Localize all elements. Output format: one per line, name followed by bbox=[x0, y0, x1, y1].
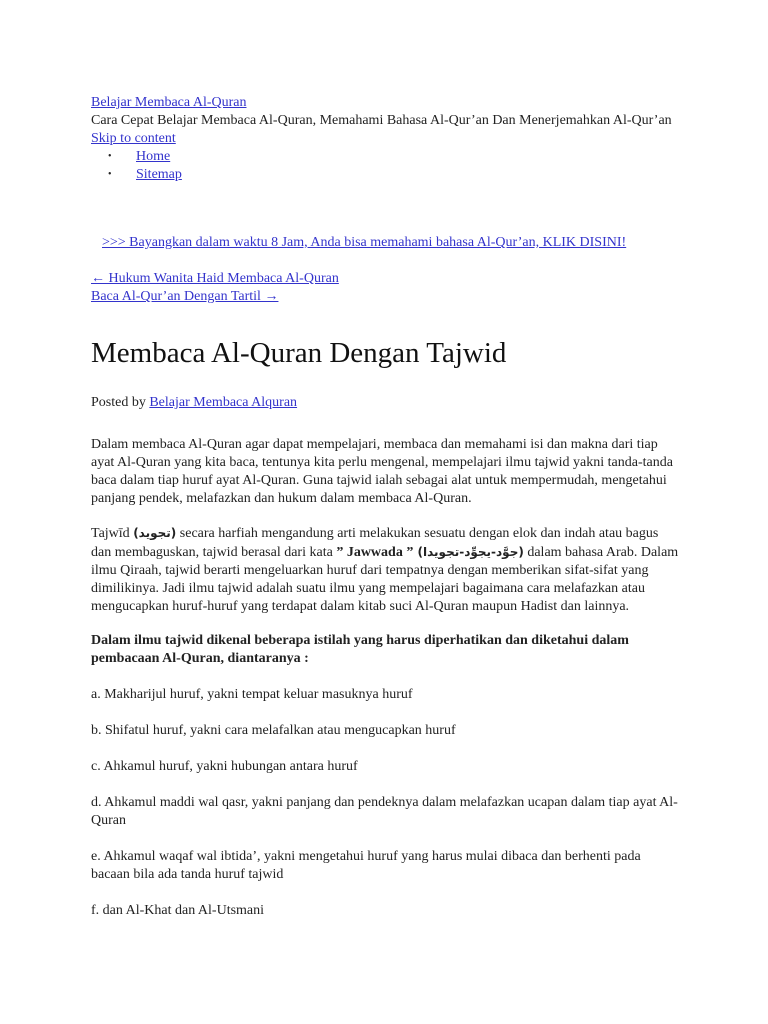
promo-link[interactable]: >>> Bayangkan dalam waktu 8 Jam, Anda bisa memahami bahasa Al-Qur’an, KLIK DISINI! bbox=[102, 235, 627, 250]
list-item: e. Ahkamul waqaf wal ibtida’, yakni mengetahui huruf yang harus mulai dibaca dan berhenti pada bacaan bila ada tanda huruf tajwid bbox=[91, 849, 641, 882]
post-byline bbox=[91, 394, 681, 412]
paragraph-text: secara harfiah mengandung arti melakukan sesuatu dengan elok dan indah atau bagus dan membaguskan, tajwid berasal dari kata bbox=[91, 526, 659, 560]
bullet-icon: • bbox=[108, 169, 112, 180]
content bbox=[91, 94, 681, 920]
paragraph-terms-intro: Dalam ilmu tajwid dikenal beberapa istilah yang harus diperhatikan dan diketahui dalam pembacaan Al-Quran, diantaranya : bbox=[91, 633, 629, 666]
menu-item-sitemap bbox=[108, 166, 681, 184]
home-link[interactable]: Home bbox=[136, 149, 171, 164]
arabic-text: (تجويد) bbox=[133, 526, 177, 540]
posted-by-label: Posted by bbox=[91, 395, 146, 410]
list-item: a. Makharijul huruf, yakni tempat keluar masuknya huruf bbox=[91, 687, 413, 702]
site-description: Cara Cepat Belajar Membaca Al-Quran, Memahami Bahasa Al-Qur’an Dan Menerjemahkan Al-Qur’an bbox=[91, 113, 672, 128]
arabic-text: (جوَّد-يجوِّد-تجويدا) bbox=[413, 545, 524, 559]
list-item: d. Ahkamul maddi wal qasr, yakni panjang dan pendeknya dalam melafazkan ucapan dalam tiap ayat Al-Quran bbox=[91, 795, 678, 828]
list-item: b. Shifatul huruf, yakni cara melafalkan atau mengucapkan huruf bbox=[91, 723, 456, 738]
site-title-link[interactable]: Belajar Membaca Al-Quran bbox=[91, 95, 247, 110]
menu-item-home bbox=[108, 148, 681, 166]
bold-term: ” Jawwada ” bbox=[336, 545, 414, 560]
post-navigation bbox=[91, 270, 681, 306]
bullet-icon: • bbox=[108, 151, 112, 162]
list-item: f. dan Al-Khat dan Al-Utsmani bbox=[91, 903, 265, 918]
promo-banner bbox=[91, 234, 681, 252]
list-item: c. Ahkamul huruf, yakni hubungan antara huruf bbox=[91, 759, 358, 774]
main-menu bbox=[91, 148, 681, 184]
paragraph-text: Tajwīd bbox=[91, 526, 134, 541]
post-content bbox=[91, 436, 681, 920]
author-link[interactable]: Belajar Membaca Alquran bbox=[149, 395, 298, 410]
paragraph-text: dalam bahasa Arab. Dalam ilmu Qiraah, tajwid berarti mengeluarkan huruf dari tempatnya dengan memberikan sifat-sifat yang dimilikinya. Jadi ilmu tajwid adalah suatu ilmu yang mempelajari bagaimana cara melafazkan atau mengucapkan huruf-huruf yang terdapat dalam kitab suci Al-Quran maupun Hadist dan lainnya. bbox=[91, 545, 679, 614]
next-post-link[interactable]: Baca Al-Qur’an Dengan Tartil → bbox=[91, 289, 279, 304]
previous-post-link[interactable]: ← Hukum Wanita Haid Membaca Al-Quran bbox=[91, 271, 339, 286]
paragraph-definition bbox=[91, 524, 681, 616]
paragraph-intro: Dalam membaca Al-Quran agar dapat mempelajari, membaca dan memahami isi dan makna dari tiap ayat Al-Quran yang kita baca, tentunya kita perlu mengenal, mempelajari ilmu tajwid yakni tanda-tanda baca dalam tiap huruf ayat Al-Quran. Guna tajwid ialah sebagai alat untuk mempermudah, mengetahui panjang pendek, melafazkan dan hukum dalam membaca Al-Quran. bbox=[91, 437, 673, 506]
skip-to-content-link[interactable]: Skip to content bbox=[91, 131, 176, 146]
post-title: Membaca Al-Quran Dengan Tajwid bbox=[91, 337, 507, 369]
sitemap-link[interactable]: Sitemap bbox=[136, 167, 182, 182]
